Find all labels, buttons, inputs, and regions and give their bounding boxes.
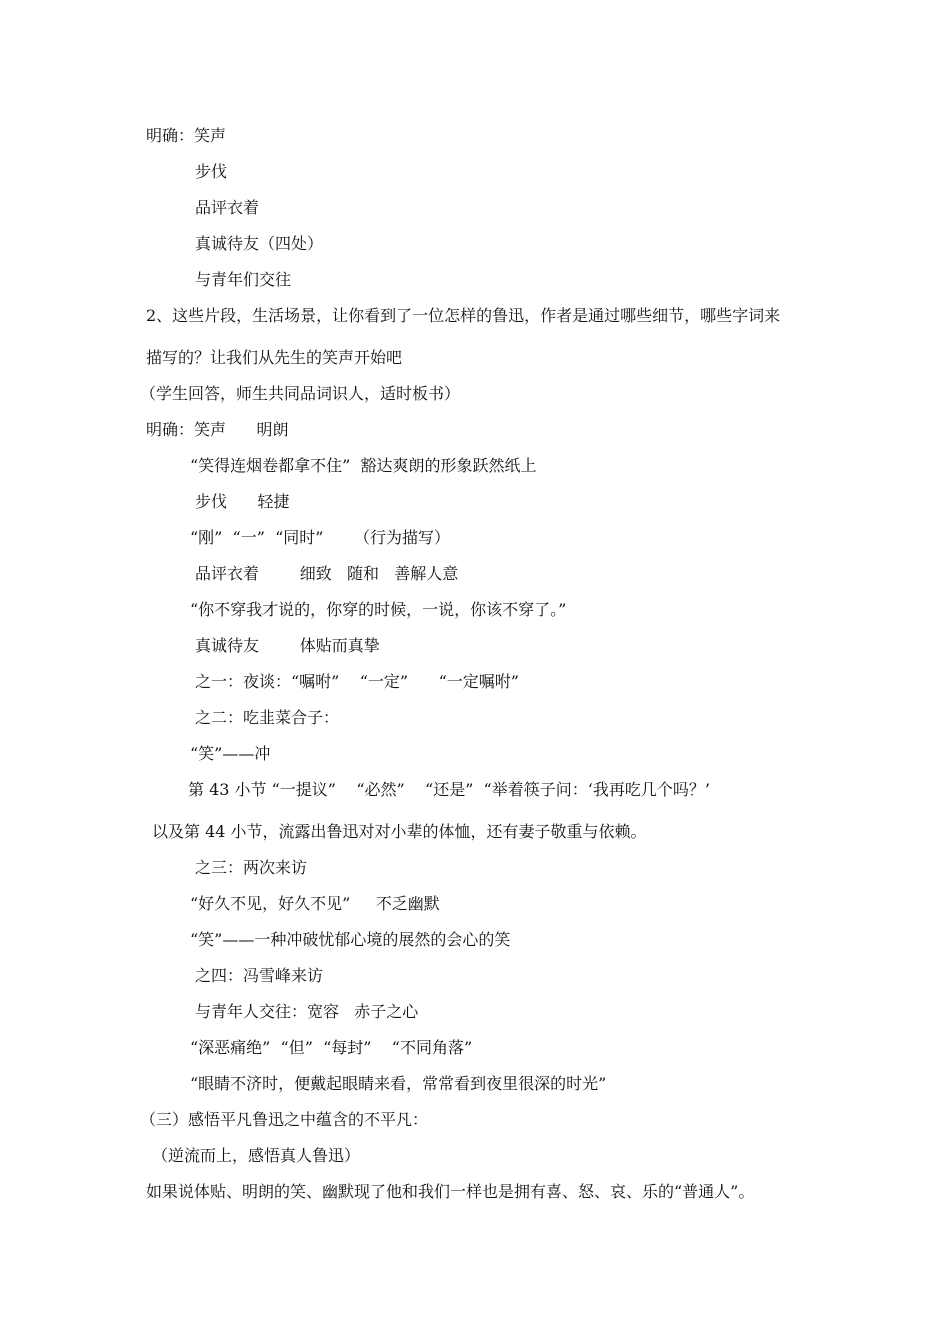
text-line: “笑”——冲 <box>190 744 271 763</box>
text-line: 步伐 轻捷 <box>195 492 290 511</box>
text-line: 描写的？让我们从先生的笑声开始吧 <box>146 348 403 367</box>
text-line: “眼睛不济时，便戴起眼睛来看，常常看到夜里很深的时光” <box>190 1074 607 1093</box>
text-line: “好久不见，好久不见” 不乏幽默 <box>190 894 440 913</box>
text-line: 步伐 <box>195 162 228 181</box>
text-line: 第 43 小节 “一提议” “必然” “还是” “举着筷子问：‘我再吃几个吗？’ <box>188 780 710 799</box>
text-line: “笑”——一种冲破忧郁心境的展然的会心的笑 <box>190 930 511 949</box>
text-line: 品评衣着 细致 随和 善解人意 <box>195 564 459 583</box>
text-line: 真诚待友 体贴而真挚 <box>195 636 380 655</box>
text-line: （逆流而上，感悟真人鲁迅） <box>152 1146 361 1165</box>
text-line: （学生回答，师生共同品词识人，适时板书） <box>140 384 461 403</box>
text-line: 明确：笑声 <box>146 126 227 145</box>
text-line: “你不穿我才说的，你穿的时候，一说，你该不穿了。” <box>190 600 567 619</box>
text-line: 品评衣着 <box>195 198 260 217</box>
text-line: “笑得连烟卷都拿不住” 豁达爽朗的形象跃然纸上 <box>190 456 537 475</box>
text-line: 与青年们交往 <box>195 270 292 289</box>
text-line: 真诚待友（四处） <box>195 234 324 253</box>
text-line: 与青年人交往：宽容 赤子之心 <box>195 1002 419 1021</box>
text-line: （三）感悟平凡鲁迅之中蕴含的不平凡： <box>140 1110 429 1129</box>
text-line: 之一：夜谈：“嘱咐” “一定” “一定嘱咐” <box>195 672 519 691</box>
text-line: 以及第 44 小节，流露出鲁迅对对小辈的体恤，还有妻子敬重与依赖。 <box>152 822 647 841</box>
text-line: “深恶痛绝” “但” “每封” “不同角落” <box>190 1038 473 1057</box>
text-line: 2、这些片段，生活场景，让你看到了一位怎样的鲁迅，作者是通过哪些细节，哪些字词来 <box>146 306 781 325</box>
text-line: “刚” “一” “同时” （行为描写） <box>190 528 450 547</box>
text-line: 明确：笑声 明朗 <box>146 420 289 439</box>
text-line: 如果说体贴、明朗的笑、幽默现了他和我们一样也是拥有喜、怒、哀、乐的“普通人”。 <box>146 1182 755 1201</box>
text-line: 之三：两次来访 <box>195 858 308 877</box>
text-line: 之四：冯雪峰来访 <box>195 966 324 985</box>
text-line: 之二：吃韭菜合子： <box>195 708 340 727</box>
